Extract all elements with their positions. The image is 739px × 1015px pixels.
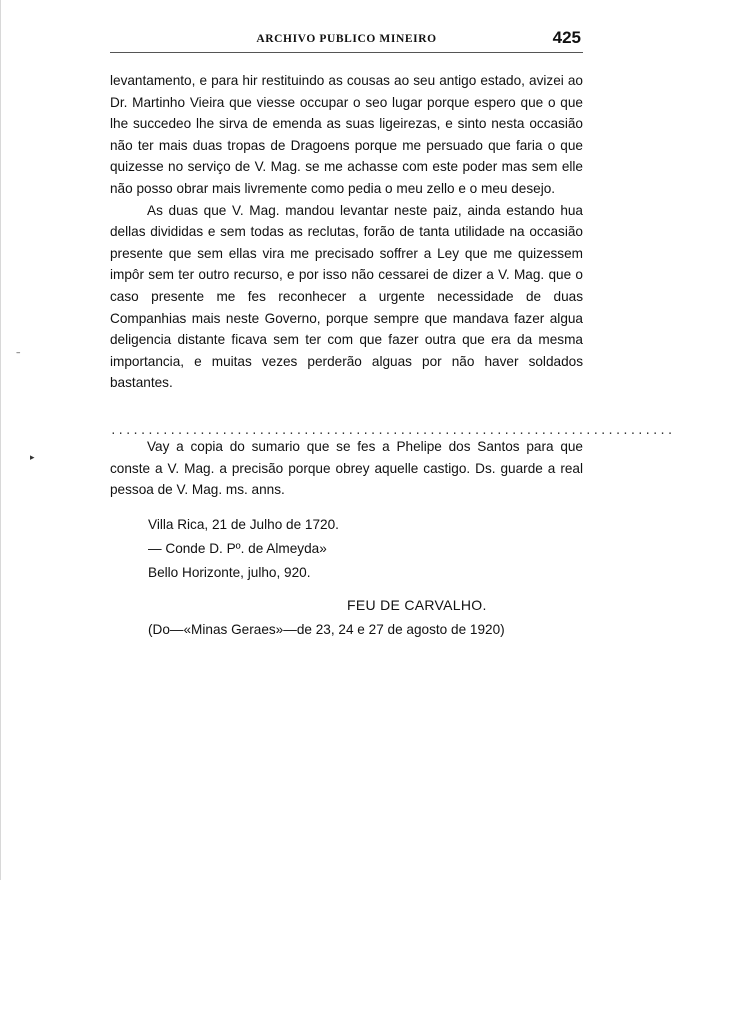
margin-mark: –	[16, 348, 21, 358]
closing-text	[110, 436, 583, 501]
closing-paragraph: Vay a copia do sumario que se fes a Phelipe dos Santos para que conste a V. Mag. a precisão porque obrey aquelle castigo. Ds. guarde a real pessoa de V. Mag. ms. anns.	[110, 439, 583, 498]
margin-mark: ▸	[30, 453, 35, 463]
page-header	[110, 30, 583, 53]
scan-edge	[0, 0, 1, 880]
author-name: FEU DE CARVALHO.	[347, 597, 487, 613]
signature-line-name: — Conde D. Pº. de Almeyda»	[148, 541, 327, 556]
main-text	[110, 70, 583, 394]
paragraph: As duas que V. Mag. mandou levantar neste paiz, ainda estando hua dellas divididas e sem todas as reclutas, forão de tanta utilidade na occasião presente que sem ellas vira me precisado soffrer a Ley que me quizessem impôr sem ter outro recurso, e por isso não cessarei de dizer a V. Mag. que o caso presente me fes reconhecer a urgente necessidade de duas Companhias mais neste Governo, porque sempre que mandava fazer algua deligencia distante ficava sem ter com que fazer outra que era da mesma importancia, e muitas vezes perderão alguas por não haver soldados bastantes.	[110, 202, 583, 391]
ellipsis-line: ............................................................................	[110, 424, 675, 437]
paragraph: levantamento, e para hir restituindo as cousas ao seu antigo estado, avizei ao Dr. Martinho Vieira que viesse occupar o seo lugar porque espero que o que lhe succedeo lhe sirva de emenda as suas ligeirezas, e sinto nesta occasião não ter mais duas tropas de Dragoens porque me persuado que faria o que quizesse no serviço de V. Mag. se me achasse com este poder mas sem elle não posso obrar mais livremente como pedia o meu zello e o meu desejo.	[110, 73, 583, 196]
source-citation: (Do—«Minas Geraes»—de 23, 24 e 27 de agosto de 1920)	[148, 622, 505, 637]
running-title: ARCHIVO PUBLICO MINEIRO	[256, 33, 437, 45]
signature-line-place-date: Villa Rica, 21 de Julho de 1720.	[148, 517, 339, 532]
page-number: 425	[552, 28, 581, 47]
signature-line-copy-date: Bello Horizonte, julho, 920.	[148, 565, 311, 580]
